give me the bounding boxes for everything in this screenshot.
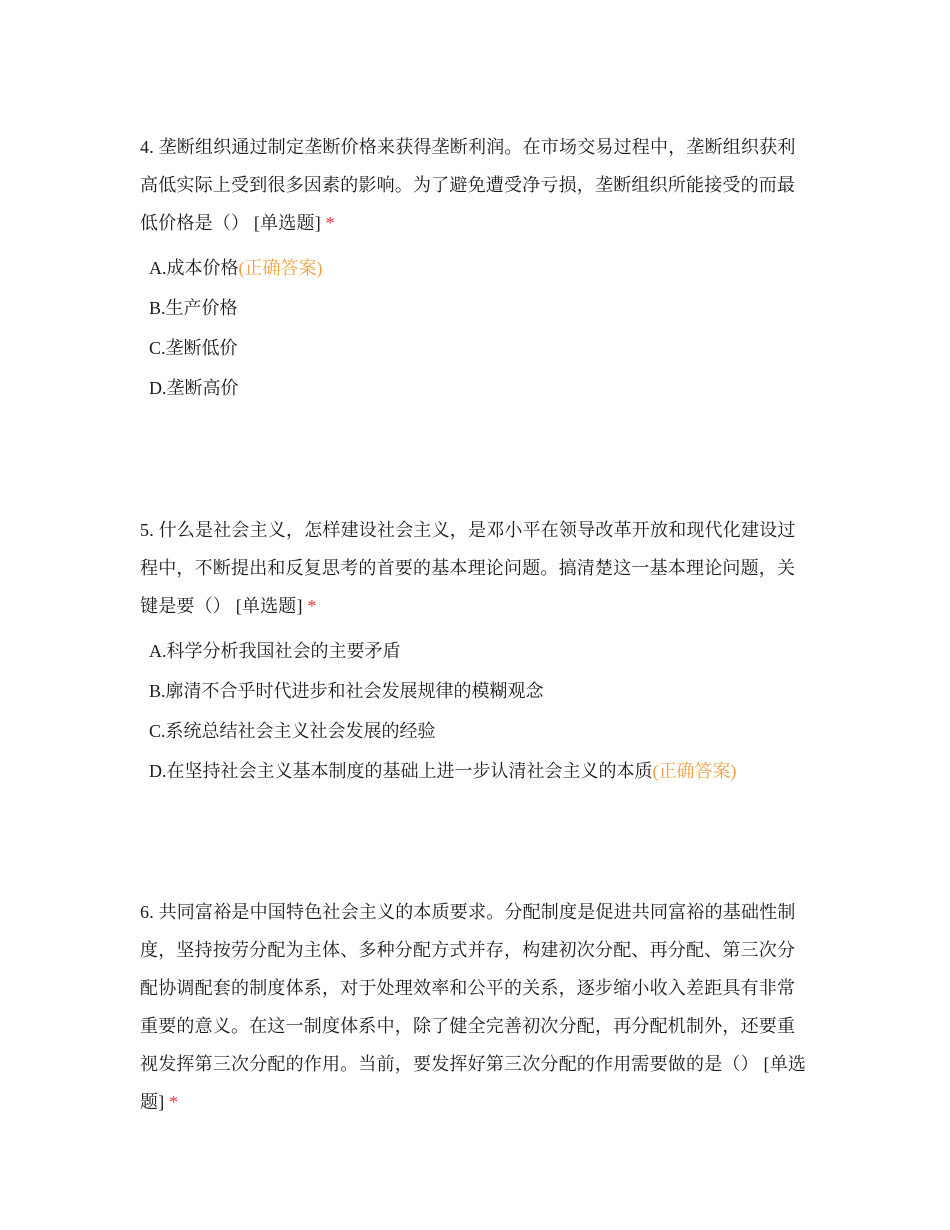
required-mark: *	[307, 596, 317, 616]
option-c[interactable]: C.系统总结社会主义社会发展的经验	[149, 721, 436, 741]
question-text: 6. 共同富裕是中国特色社会主义的本质要求。分配制度是促进共同富裕的基础性制度，坚持按劳分配为主体、多种分配方式并存，构建初次分配、再分配、第三次分配协调配套的制度体系，对于处理效率和公平的关系，逐步缩小收入差距具有非常重要的意义。在这一制度体系中，除了健全完善初次分配，再分配机制外，还要重视发挥第三次分配的作用。当前，要发挥好第三次分配的作用需要做的是（） [单选题] *	[140, 902, 807, 1112]
question-text: 4. 垄断组织通过制定垄断价格来获得垄断利润。在市场交易过程中，垄断组织获利高低实际上受到很多因素的影响。为了避免遭受净亏损，垄断组织所能接受的而最低价格是（） [单选题] *	[140, 137, 796, 233]
option-c[interactable]: C.垄断低价	[149, 338, 238, 358]
option-b[interactable]: B.廓清不合乎时代进步和社会发展规律的模糊观念	[149, 681, 544, 701]
question-text: 5. 什么是社会主义，怎样建设社会主义，是邓小平在领导改革开放和现代化建设过程中，不断提出和反复思考的首要的基本理论问题。搞清楚这一基本理论问题，关键是要（） [单选题] *	[140, 520, 796, 616]
option-a[interactable]: A.成本价格(正确答案)	[149, 258, 323, 278]
option-a[interactable]: A.科学分析我国社会的主要矛盾	[149, 641, 401, 661]
option-list	[140, 248, 812, 408]
question-4	[140, 128, 812, 408]
option-d[interactable]: D.在坚持社会主义基本制度的基础上进一步认清社会主义的本质(正确答案)	[149, 761, 737, 781]
option-d[interactable]: D.垄断高价	[149, 378, 239, 398]
option-b[interactable]: B.生产价格	[149, 298, 238, 318]
required-mark: *	[169, 1092, 179, 1112]
required-mark: *	[325, 213, 335, 233]
correct-answer-tag: (正确答案)	[652, 761, 737, 781]
option-list	[140, 631, 812, 791]
correct-answer-tag: (正确答案)	[238, 258, 323, 278]
question-6	[140, 893, 812, 1121]
question-5	[140, 511, 812, 791]
